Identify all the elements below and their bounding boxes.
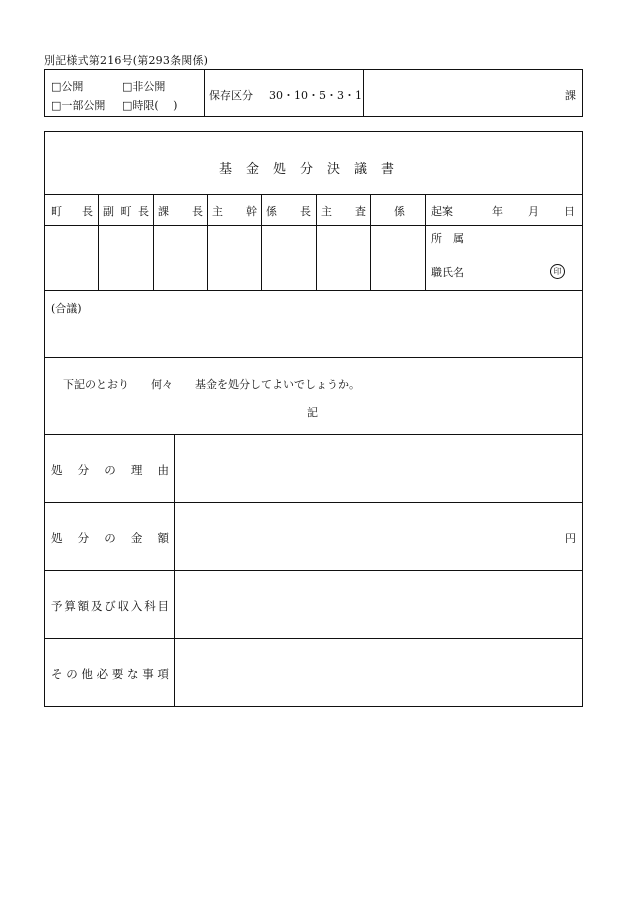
retention-label: 保存区分 (209, 89, 253, 102)
rule (45, 290, 582, 291)
col-sep (316, 194, 317, 290)
form-title: 基金処分決議書 (218, 162, 408, 177)
col-sep (425, 194, 426, 290)
rule (45, 502, 582, 503)
rule (45, 638, 582, 639)
approver-label: 主 幹 (212, 205, 257, 218)
row-label-amount: 処 分 の 金 額 (51, 531, 169, 545)
col-sep (174, 434, 175, 706)
row-label-reason: 処 分 の 理 由 (51, 463, 169, 477)
rule (45, 357, 582, 358)
approver-label: 係 長 (266, 205, 311, 218)
ki-mark: 記 (307, 406, 318, 419)
disclosure-box (44, 69, 583, 117)
rule (45, 194, 582, 195)
body-text: 下記のとおり 何々 基金を処分してよいでしょうか。 (63, 378, 360, 391)
checkbox-public[interactable]: □公開 (51, 80, 84, 93)
rule (45, 570, 582, 571)
checkbox-nonpublic[interactable]: □非公開 (122, 80, 166, 93)
draft-day: 日 (564, 205, 575, 218)
form-caption: 別記様式第216号(第293条関係) (44, 54, 209, 67)
approver-label: 副 町 長 (103, 205, 149, 218)
section-suffix: 課 (565, 89, 576, 102)
draft-year: 年 (492, 205, 503, 218)
seal-mark: 印 (550, 264, 565, 279)
amount-unit: 円 (565, 532, 576, 545)
approver-label: 係 (394, 205, 405, 218)
approver-label: 主 査 (321, 205, 366, 218)
retention-values: 30・10・5・3・1 (269, 89, 362, 102)
divider (363, 70, 364, 116)
col-sep (153, 194, 154, 290)
name-label: 職氏名 (431, 266, 464, 279)
col-sep (370, 194, 371, 290)
col-sep (98, 194, 99, 290)
approver-label: 町 長 (51, 205, 93, 218)
consultation-label: (合議) (51, 302, 82, 315)
row-label-budget: 予 算 額 及 び 収 入 科 目 (51, 599, 169, 613)
col-sep (207, 194, 208, 290)
rule (45, 434, 582, 435)
draft-label: 起案 (431, 205, 453, 218)
affiliation-label: 所 属 (431, 232, 464, 245)
row-label-other: そ の 他 必 要 な 事 項 (51, 667, 169, 681)
resolution-form (44, 131, 583, 707)
checkbox-partial[interactable]: □一部公開 (51, 99, 106, 112)
draft-month: 月 (528, 205, 539, 218)
approver-label: 課 長 (158, 205, 203, 218)
col-sep (261, 194, 262, 290)
checkbox-timed[interactable]: □時限( ) (122, 99, 178, 112)
rule (45, 225, 582, 226)
divider (204, 70, 205, 116)
